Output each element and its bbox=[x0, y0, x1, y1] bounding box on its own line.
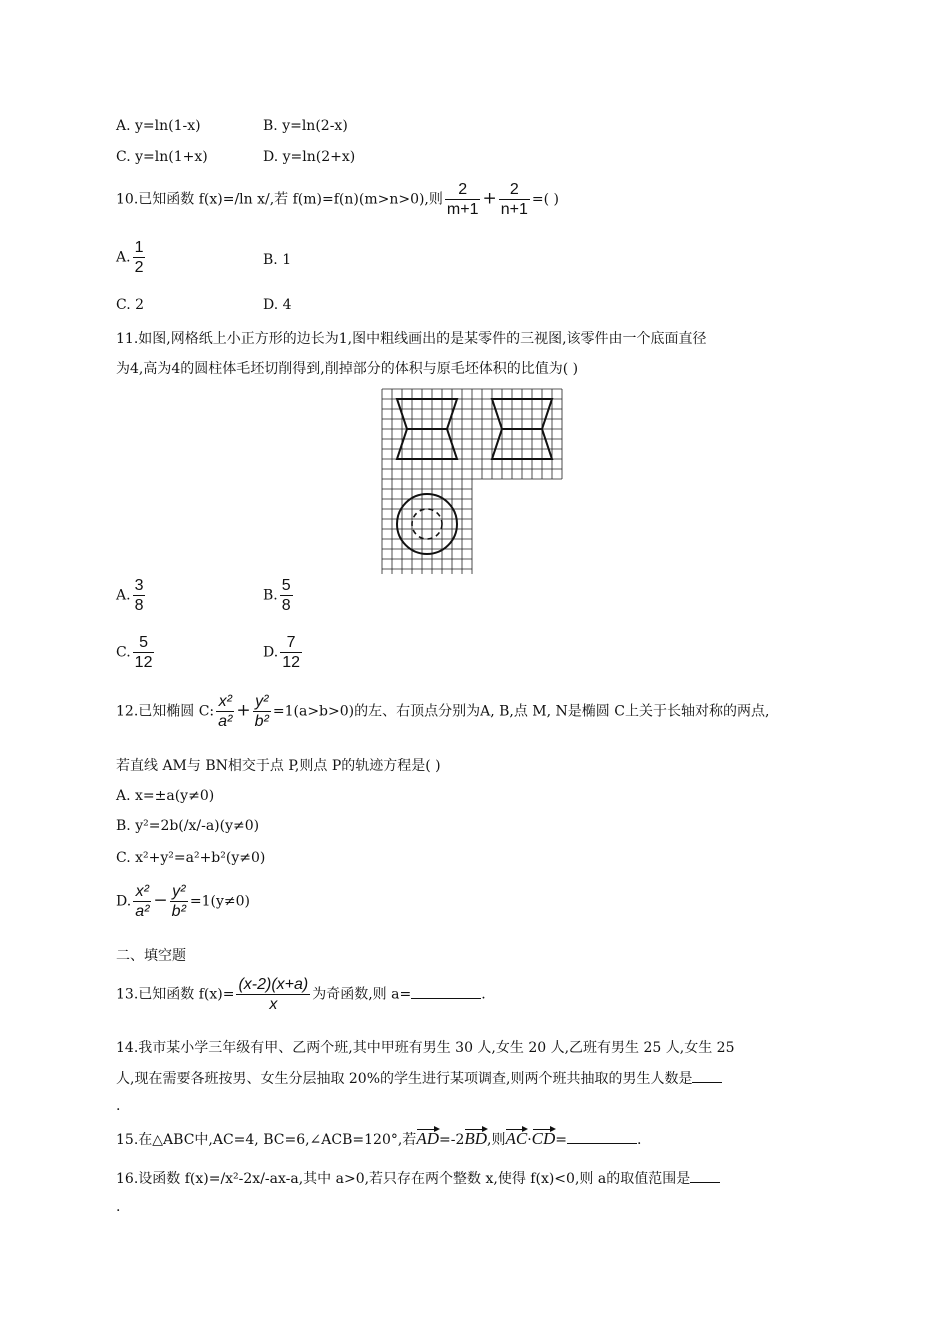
q12-stem: 12.已知椭圆 C: $\frac{\text{x²}}{\text{a²}}$ + $\frac{\text{y²}}{\text{b²}}$ =1(a>b>0)的左、右顶点分别为A, B,点 M, N是椭圆 C上关于长轴对称的两点, bbox=[116, 693, 770, 730]
q14-answer-blank[interactable] bbox=[692, 1068, 722, 1083]
q10-stem-pre: 10.已知函数 f(x)=/ln x/,若 f(m)=f(n)(m>n>0),则 bbox=[116, 191, 443, 208]
q14-end: . bbox=[116, 1098, 121, 1114]
q13-answer-blank[interactable] bbox=[411, 984, 481, 999]
q13-stem: 13.已知函数 f(x)= $\frac{(x-2)(x+a)}{x}$ 为奇函数,则 a= . bbox=[116, 976, 486, 1013]
top-view bbox=[397, 494, 457, 554]
q15-stem: 15.在△ABC中,AC=4, BC=6,∠ACB=120°,若AD=-2BD,则AC·CD= . bbox=[116, 1129, 642, 1148]
q10-stem-post: =( ) bbox=[531, 191, 559, 208]
q10-stem bbox=[116, 180, 559, 219]
vector-bd: BD bbox=[464, 1129, 488, 1148]
q11-option-d-frac: $\frac{7}{12}$ bbox=[282, 634, 300, 671]
front-view bbox=[397, 399, 457, 459]
q10-option-d: D. 4 bbox=[263, 297, 292, 313]
q11-option-a: A. $\frac{3}{8}$ bbox=[116, 577, 144, 614]
three-view-figure bbox=[381, 388, 571, 576]
q14-line2: 人,现在需要各班按男、女生分层抽取 20%的学生进行某项调查,则两个班共抽取的男生人数是 bbox=[116, 1068, 722, 1088]
q11-option-a-frac: $\frac{3}{8}$ bbox=[134, 577, 144, 614]
section-heading-fill-in: 二、填空题 bbox=[116, 948, 186, 964]
vector-ad: AD bbox=[416, 1129, 439, 1148]
q16-end: . bbox=[116, 1199, 121, 1215]
q10-plus: + bbox=[482, 188, 497, 209]
q15-answer-blank[interactable] bbox=[567, 1129, 637, 1144]
q11-stem-line1: 11.如图,网格纸上小正方形的边长为1,图中粗线画出的是某零件的三视图,该零件由一个底面直径 bbox=[116, 331, 707, 347]
q11-option-d: D. $\frac{7}{12}$ bbox=[263, 634, 300, 671]
q16-line1: 16.设函数 f(x)=/x²-2x/-ax-a,其中 a>0,若只存在两个整数 x,使得 f(x)<0,则 a的取值范围是 bbox=[116, 1168, 720, 1188]
vector-ac: AC bbox=[505, 1129, 528, 1148]
q12-option-c: C. x²+y²=a²+b²(y≠0) bbox=[116, 850, 266, 866]
grid-lines bbox=[382, 389, 562, 574]
q9-option-c: C. y=ln(1+x) bbox=[116, 149, 208, 165]
q9-option-a: A. y=ln(1-x) bbox=[116, 118, 201, 134]
q11-option-b: B. $\frac{5}{8}$ bbox=[263, 577, 291, 614]
q9-option-d: D. y=ln(2+x) bbox=[263, 149, 356, 165]
q12-frac-x: $\frac{\text{x²}}{\text{a²}}$ bbox=[218, 693, 233, 730]
q11-option-b-frac: $\frac{5}{8}$ bbox=[281, 577, 291, 614]
q10-option-b: B. 1 bbox=[263, 252, 292, 268]
q10-frac1: $\frac{2}{m+1}$ bbox=[446, 181, 479, 218]
q12-frac-y: $\frac{\text{y²}}{\text{b²}}$ bbox=[254, 693, 269, 730]
q10-option-a: A. $\frac{1}{2}$ bbox=[116, 239, 144, 276]
q12-option-d-frac-y: $\frac{\text{y²}}{\text{b²}}$ bbox=[171, 883, 186, 920]
q12-option-b: B. y²=2b(/x/-a)(y≠0) bbox=[116, 818, 260, 834]
q12-stem-line2: 若直线 AM与 BN相交于点 P,则点 P的轨迹方程是( ) bbox=[116, 758, 441, 774]
vector-cd: CD bbox=[531, 1129, 556, 1148]
q12-option-a: A. x=±a(y≠0) bbox=[116, 788, 215, 804]
q11-stem-line2: 为4,高为4的圆柱体毛坯切削得到,削掉部分的体积与原毛坯体积的比值为( ) bbox=[116, 361, 579, 377]
q12-option-d-frac-x: $\frac{\text{x²}}{\text{a²}}$ bbox=[135, 883, 150, 920]
q11-option-c-frac: $\frac{5}{12}$ bbox=[134, 634, 153, 671]
q11-option-c: C. $\frac{5}{12}$ bbox=[116, 634, 153, 671]
q13-frac: $\frac{(x-2)(x+a)}{x}$ bbox=[238, 976, 309, 1013]
q14-line1: 14.我市某小学三年级有甲、乙两个班,其中甲班有男生 30 人,女生 20 人,乙班有男生 25 人,女生 25 bbox=[116, 1040, 735, 1056]
q10-option-a-frac: $\frac{1}{2}$ bbox=[134, 239, 144, 276]
q9-option-b: B. y=ln(2-x) bbox=[263, 118, 348, 134]
q10-option-c: C. 2 bbox=[116, 297, 145, 313]
q12-option-d: D. $\frac{\text{x²}}{\text{a²}}$ − $\frac{\text{y²}}{\text{b²}}$ =1(y≠0) bbox=[116, 883, 251, 920]
q10-frac2: $\frac{2}{n+1}$ bbox=[500, 181, 528, 218]
q16-answer-blank[interactable] bbox=[690, 1168, 720, 1183]
